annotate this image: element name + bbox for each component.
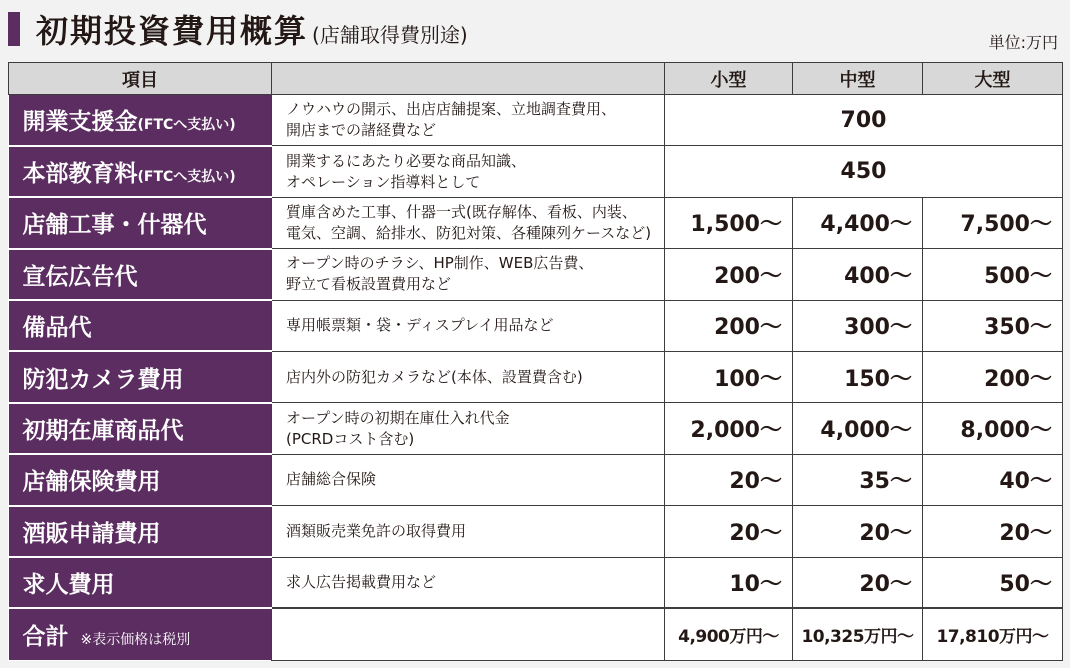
total-desc	[272, 608, 665, 660]
row-value-medium: 4,000〜	[793, 403, 923, 454]
header-large: 大型	[923, 63, 1063, 95]
row-label: 備品代	[9, 300, 272, 351]
row-value-medium: 35〜	[793, 454, 923, 505]
row-value-large: 500〜	[923, 249, 1063, 300]
table-row	[9, 403, 1063, 454]
table-row	[9, 506, 1063, 557]
row-value-large: 7,500〜	[923, 197, 1063, 248]
row-value-medium: 20〜	[793, 506, 923, 557]
total-medium: 10,325万円〜	[793, 608, 923, 660]
row-label: 開業支援金(FTCへ支払い)	[9, 95, 272, 146]
row-desc: オープン時の初期在庫仕入れ代金 (PCRDコスト含む)	[272, 403, 665, 454]
table-row	[9, 454, 1063, 505]
row-desc: 質庫含めた工事、什器一式(既存解体、看板、内装、 電気、空調、給排水、防犯対策、各種陳列ケースなど)	[272, 197, 665, 248]
row-label: 初期在庫商品代	[9, 403, 272, 454]
table-row	[9, 95, 1063, 146]
cost-table	[8, 62, 1063, 661]
row-desc: 求人広告掲載費用など	[272, 557, 665, 608]
row-label: 店舗保険費用	[9, 454, 272, 505]
row-value-small: 20〜	[665, 506, 793, 557]
header-small: 小型	[665, 63, 793, 95]
row-value-large: 40〜	[923, 454, 1063, 505]
row-label: 店舗工事・什器代	[9, 197, 272, 248]
row-value-merged: 450	[665, 146, 1063, 197]
row-value-large: 200〜	[923, 351, 1063, 402]
table-row	[9, 197, 1063, 248]
row-label: 本部教育料(FTCへ支払い)	[9, 146, 272, 197]
row-value-merged: 700	[665, 95, 1063, 146]
row-desc: 店内外の防犯カメラなど(本体、設置費含む)	[272, 351, 665, 402]
row-desc: 専用帳票類・袋・ディスプレイ用品など	[272, 300, 665, 351]
row-value-medium: 400〜	[793, 249, 923, 300]
row-value-large: 8,000〜	[923, 403, 1063, 454]
title-main: 初期投資費用概算	[36, 12, 309, 50]
row-value-small: 20〜	[665, 454, 793, 505]
row-value-medium: 4,400〜	[793, 197, 923, 248]
header-row	[9, 63, 1063, 95]
row-value-medium: 300〜	[793, 300, 923, 351]
total-row	[9, 608, 1063, 660]
row-value-small: 1,500〜	[665, 197, 793, 248]
row-value-small: 200〜	[665, 249, 793, 300]
row-value-small: 100〜	[665, 351, 793, 402]
row-value-large: 350〜	[923, 300, 1063, 351]
tax-note: ※表示価格は税別	[80, 632, 191, 649]
row-desc: 開業するにあたり必要な商品知識、 オペレーション指導料として	[272, 146, 665, 197]
row-label: 防犯カメラ費用	[9, 351, 272, 402]
total-label: 合計 ※表示価格は税別	[9, 608, 272, 660]
header-item: 項目	[9, 63, 272, 95]
row-label: 酒販申請費用	[9, 506, 272, 557]
row-value-large: 20〜	[923, 506, 1063, 557]
total-large: 17,810万円〜	[923, 608, 1063, 660]
table-row	[9, 351, 1063, 402]
row-value-medium: 20〜	[793, 557, 923, 608]
header-desc	[272, 63, 665, 95]
total-small: 4,900万円〜	[665, 608, 793, 660]
row-desc: ノウハウの開示、出店店舗提案、立地調査費用、 開店までの諸経費など	[272, 95, 665, 146]
row-desc: オープン時のチラシ、HP制作、WEB広告費、 野立て看板設置費用など	[272, 249, 665, 300]
title-accent-bar	[8, 12, 20, 46]
row-value-medium: 150〜	[793, 351, 923, 402]
page-title	[36, 6, 468, 52]
title-sub: (店舗取得費別途)	[312, 23, 468, 47]
table-row	[9, 557, 1063, 608]
table-row	[9, 146, 1063, 197]
row-value-small: 10〜	[665, 557, 793, 608]
row-desc: 店舗総合保険	[272, 454, 665, 505]
row-label: 宣伝広告代	[9, 249, 272, 300]
row-value-small: 2,000〜	[665, 403, 793, 454]
table-row	[9, 300, 1063, 351]
row-label: 求人費用	[9, 557, 272, 608]
row-value-large: 50〜	[923, 557, 1063, 608]
header-medium: 中型	[793, 63, 923, 95]
table-row	[9, 249, 1063, 300]
row-value-small: 200〜	[665, 300, 793, 351]
unit-label: 単位:万円	[988, 33, 1058, 52]
row-desc: 酒類販売業免許の取得費用	[272, 506, 665, 557]
